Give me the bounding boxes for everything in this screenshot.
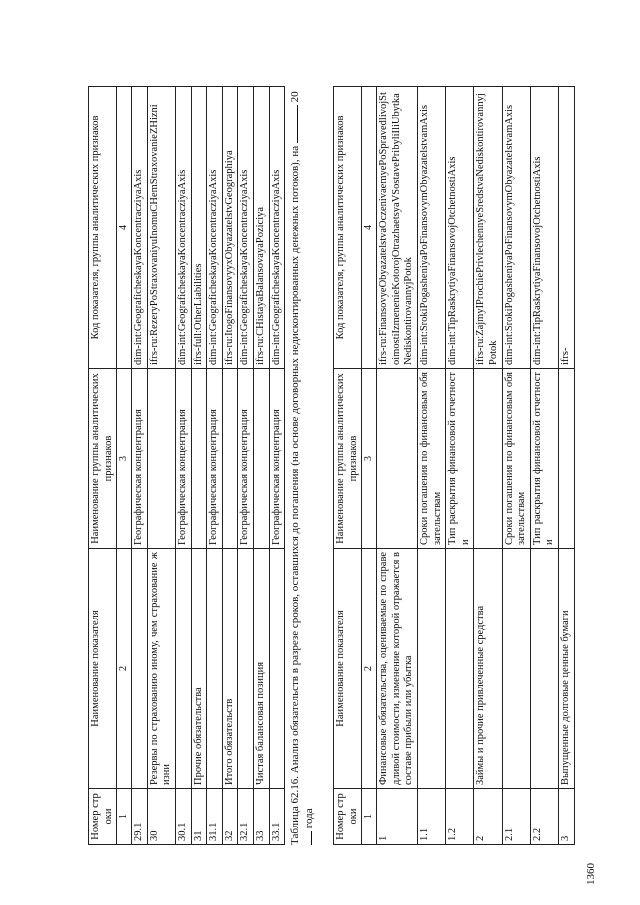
indicator-code: ifrs-ru:CHistayaBalansovayaPoziciya [253, 87, 269, 369]
indicator-name [175, 549, 191, 789]
indicator-code: dim-int:GeograficheskayaKoncentracziyaAxis [269, 87, 285, 369]
indicator-code: ifrs-ru:RezeryPoStraxovaniyuInomuCHemStraxovanieZHizni [147, 87, 175, 369]
table-row [377, 87, 418, 845]
caption-text: Таблица 62.16. Анализ обязательств в разрезе сроков, оставшихся до погашения (на основе договорных недисконтированных денежных потоков), на [289, 145, 301, 845]
table-header-row [89, 87, 117, 845]
row-number: 31 [191, 789, 207, 845]
index-cell: 2 [362, 549, 377, 789]
table-row [147, 87, 175, 845]
table-row [132, 87, 148, 845]
indicator-code: ifrs-ru:ZajmyIProchiePrivlechennyeSredstvaNediskontirovannyjPotok [474, 87, 502, 369]
indicator-name: Итого обязательств [222, 549, 238, 789]
indicator-name: Выпущенные долговые ценные бумаги [558, 549, 574, 789]
row-number: 29.1 [132, 789, 148, 845]
table-row [222, 87, 238, 845]
indicator-name [417, 549, 445, 789]
indicator-name: Чистая балансовая позиция [253, 549, 269, 789]
table-index-row [362, 87, 377, 845]
indicator-code: dim-int:GeograficheskayaKoncentracziyaAxis [238, 87, 254, 369]
indicator-code: ifrs-ru:ItogoFinansovyyxObyazatelstvGeographiya [222, 87, 238, 369]
group-name [377, 369, 418, 549]
index-cell: 3 [117, 369, 132, 549]
table-header-row [334, 87, 362, 845]
group-name: Тип раскрытия финансовой отчетности [446, 369, 474, 549]
row-number: 1.1 [417, 789, 445, 845]
indicator-name [502, 549, 530, 789]
caption-blank-year [311, 831, 312, 845]
indicator-code: ifrs-ru:FinansovyeObyazatelstvaOczenivaemyePoSpravedlivojStoimostiIzmenenieKotorojOtrazhaetsyaVSostavePribyliIliUbytkaNediskontirovannyjPotok [377, 87, 418, 369]
row-number: 1 [377, 789, 418, 845]
indicator-name [207, 549, 223, 789]
row-number: 1.2 [446, 789, 474, 845]
table-row [417, 87, 445, 845]
index-cell: 1 [362, 789, 377, 845]
table-row [269, 87, 285, 845]
header-code: Код показателя, группы аналитических признаков [334, 87, 362, 369]
group-name: Географическая концентрация [269, 369, 285, 549]
index-cell: 3 [362, 369, 377, 549]
table-caption [288, 87, 317, 845]
group-name [253, 369, 269, 549]
table-row [238, 87, 254, 845]
index-cell: 4 [362, 87, 377, 369]
indicator-name [132, 549, 148, 789]
row-number: 33.1 [269, 789, 285, 845]
row-number: 2 [474, 789, 502, 845]
caption-year-prefix: 20 [289, 91, 301, 103]
table-geographic-concentration [88, 86, 285, 845]
group-name [147, 369, 175, 549]
table-row [191, 87, 207, 845]
row-number: 33 [253, 789, 269, 845]
index-cell: 1 [117, 789, 132, 845]
indicator-name: Финансовые обязательства, оцениваемые по справедливой стоимости, изменение которой отражается в составе прибыли или убытка [377, 549, 418, 789]
group-name: Тип раскрытия финансовой отчетности [530, 369, 558, 549]
indicator-code: dim-int:GeograficheskayaKoncentracziyaAxis [175, 87, 191, 369]
header-row-number: Номер строки [89, 789, 117, 845]
indicator-code: dim-int:SrokiPogasheniyaPoFinansovymObyazatelstvamAxis [502, 87, 530, 369]
table-row [474, 87, 502, 845]
group-name: Сроки погашения по финансовым обязательствам [502, 369, 530, 549]
header-group-name: Наименование группы аналитических признаков [334, 369, 362, 549]
table-row [207, 87, 223, 845]
table-index-row [117, 87, 132, 845]
index-cell: 2 [117, 549, 132, 789]
table-row [502, 87, 530, 845]
indicator-name: Прочие обязательства [191, 549, 207, 789]
table-row [446, 87, 474, 845]
caption-suffix: года [303, 808, 316, 829]
row-number: 30.1 [175, 789, 191, 845]
group-name: Географическая концентрация [238, 369, 254, 549]
table-row [530, 87, 558, 845]
table-row [175, 87, 191, 845]
row-number: 32.1 [238, 789, 254, 845]
group-name: Географическая концентрация [175, 369, 191, 549]
header-indicator-name: Наименование показателя [89, 549, 117, 789]
index-cell: 4 [117, 87, 132, 369]
header-group-name: Наименование группы аналитических признаков [89, 369, 117, 549]
row-number: 30 [147, 789, 175, 845]
group-name [191, 369, 207, 549]
page-number: 1360 [585, 863, 597, 885]
header-indicator-name: Наименование показателя [334, 549, 362, 789]
indicator-code: ifrs- [558, 87, 574, 369]
table-row [558, 87, 574, 845]
caption-blank-date [297, 105, 298, 143]
indicator-code: ifrs-full:OtherLiabilities [191, 87, 207, 369]
header-row-number: Номер строки [334, 789, 362, 845]
indicator-name: Резервы по страхованию иному, чем страхование жизни [147, 549, 175, 789]
group-name: Географическая концентрация [207, 369, 223, 549]
row-number: 3 [558, 789, 574, 845]
indicator-name [269, 549, 285, 789]
indicator-code: dim-int:GeograficheskayaKoncentracziyaAxis [207, 87, 223, 369]
row-number: 2.2 [530, 789, 558, 845]
group-name: Географическая концентрация [132, 369, 148, 549]
indicator-name [238, 549, 254, 789]
table-maturity-analysis [333, 86, 575, 845]
row-number: 32 [222, 789, 238, 845]
indicator-name [446, 549, 474, 789]
header-code: Код показателя, группы аналитических признаков [89, 87, 117, 369]
group-name [222, 369, 238, 549]
group-name: Сроки погашения по финансовым обязательствам [417, 369, 445, 549]
group-name [474, 369, 502, 549]
indicator-name: Займы и прочие привлеченные средства [474, 549, 502, 789]
indicator-code: dim-int:TipRaskrytiyaFinansovojOtchetnostiAxis [530, 87, 558, 369]
group-name [558, 369, 574, 549]
indicator-code: dim-int:GeograficheskayaKoncentracziyaAxis [132, 87, 148, 369]
indicator-name [530, 549, 558, 789]
indicator-code: dim-int:TipRaskrytiyaFinansovojOtchetnostiAxis [446, 87, 474, 369]
row-number: 2.1 [502, 789, 530, 845]
table-row [253, 87, 269, 845]
row-number: 31.1 [207, 789, 223, 845]
indicator-code: dim-int:SrokiPogasheniyaPoFinansovymObyazatelstvamAxis [417, 87, 445, 369]
